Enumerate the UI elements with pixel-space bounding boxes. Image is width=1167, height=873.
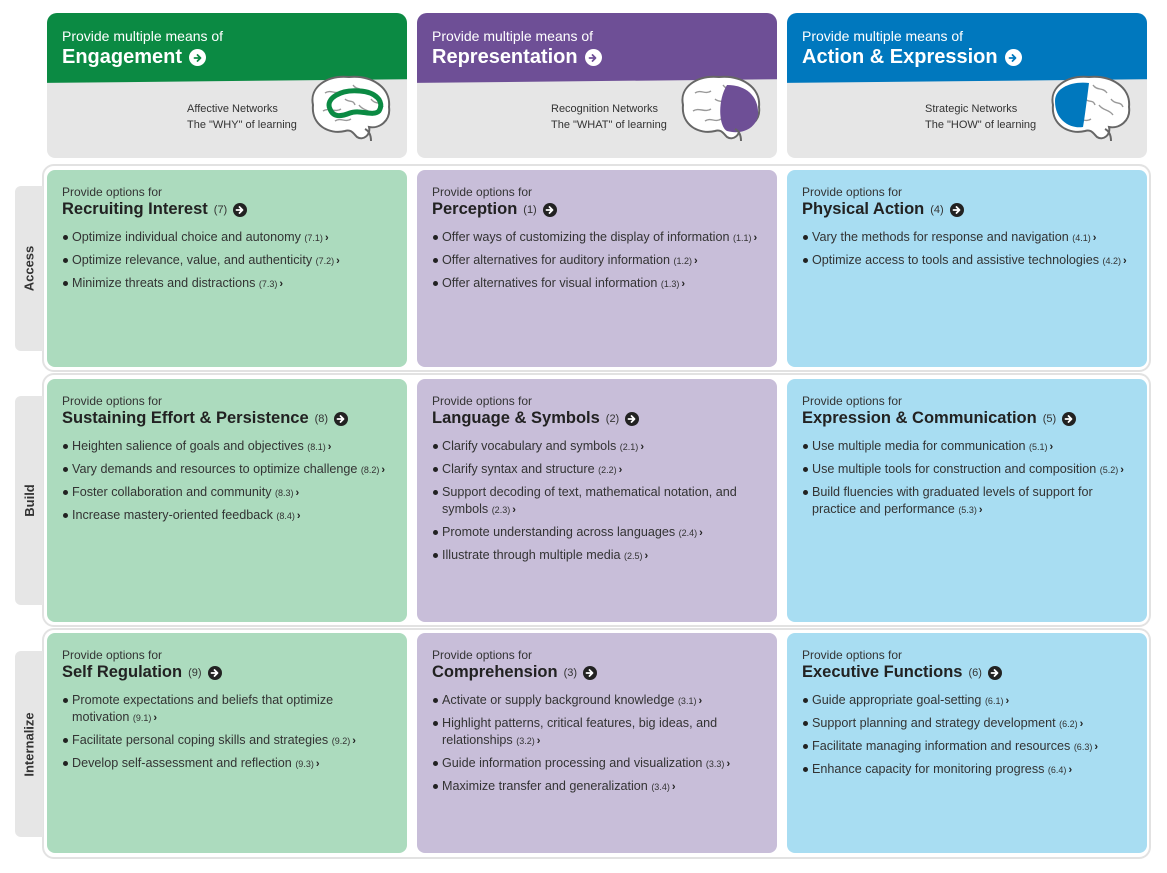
checkpoint-item[interactable] <box>62 692 392 727</box>
checkpoint-list <box>62 438 392 525</box>
checkpoint-text: Promote expectations and beliefs that optimize motivation <box>72 693 334 724</box>
checkpoint-item[interactable] <box>432 692 762 710</box>
guideline-title-link[interactable] <box>802 200 1132 219</box>
card-pre: Provide options for <box>432 394 533 408</box>
network-label <box>551 101 667 133</box>
brain-icon <box>1045 71 1135 148</box>
guideline-card <box>47 170 407 367</box>
checkpoint-ref: (4.1) <box>1072 233 1091 243</box>
guideline-number: (5) <box>1042 412 1057 425</box>
checkpoint-item[interactable] <box>432 229 762 247</box>
checkpoint-item[interactable] <box>432 524 762 542</box>
chevron-right-icon[interactable]: › <box>381 464 386 476</box>
row-label-text: Access <box>21 245 37 292</box>
chevron-right-icon[interactable]: › <box>1005 695 1010 707</box>
network-tagline: The "WHY" of learning <box>187 119 297 131</box>
network-name: Recognition Networks <box>551 103 658 115</box>
checkpoint-text: Clarify syntax and structure <box>442 462 595 476</box>
checkpoint-text: Offer ways of customizing the display of information <box>442 230 730 244</box>
guideline-title: Language & Symbols <box>432 409 600 427</box>
header-title: Action & Expression <box>802 46 998 68</box>
checkpoint-ref: (2.5) <box>624 551 643 561</box>
checkpoint-ref: (9.1) <box>132 713 152 723</box>
guideline-title-link[interactable] <box>432 200 762 219</box>
checkpoint-ref: (6.3) <box>1073 742 1093 752</box>
chevron-right-icon[interactable]: › <box>1094 741 1098 753</box>
chevron-right-icon[interactable]: › <box>698 695 703 707</box>
header-title: Representation <box>432 46 578 68</box>
checkpoint-text: Illustrate through multiple media <box>442 548 621 562</box>
chevron-right-icon[interactable]: › <box>681 278 686 290</box>
chevron-right-icon[interactable]: › <box>699 527 703 539</box>
checkpoint-list <box>62 229 392 293</box>
network-tagline: The "WHAT" of learning <box>551 119 667 131</box>
chevron-right-icon[interactable]: › <box>512 504 516 516</box>
checkpoint-item[interactable] <box>62 755 392 773</box>
checkpoint-ref: (8.1) <box>307 442 326 452</box>
checkpoint-item[interactable] <box>62 461 392 479</box>
chevron-right-icon[interactable]: › <box>324 232 329 244</box>
chevron-right-icon[interactable]: › <box>336 255 340 267</box>
chevron-right-icon[interactable]: › <box>1068 764 1073 776</box>
checkpoint-ref: (8.4) <box>276 511 295 521</box>
checkpoint-ref: (9.3) <box>295 759 314 769</box>
guideline-title-link[interactable] <box>62 409 392 428</box>
card-pre: Provide options for <box>62 648 163 662</box>
checkpoint-item[interactable] <box>802 715 1132 733</box>
column-header-representation <box>417 13 777 158</box>
header-title-link[interactable] <box>432 46 602 69</box>
checkpoint-item[interactable] <box>62 507 392 525</box>
checkpoint-item[interactable] <box>432 484 762 519</box>
column-header-action-expression <box>787 13 1147 158</box>
checkpoint-item[interactable] <box>62 229 392 247</box>
checkpoint-text: Heighten salience of goals and objectives <box>72 439 304 453</box>
checkpoint-ref: (5.2) <box>1099 465 1119 475</box>
checkpoint-list <box>802 692 1132 779</box>
checkpoint-text: Use multiple media for communication <box>812 439 1026 453</box>
card-pre: Provide options for <box>802 394 903 408</box>
guideline-number: (8) <box>314 412 329 425</box>
chevron-right-icon[interactable]: › <box>618 464 623 476</box>
checkpoint-text: Offer alternatives for visual information <box>442 276 658 290</box>
card-pre: Provide options for <box>432 648 533 662</box>
chevron-right-icon[interactable]: › <box>1049 441 1054 453</box>
checkpoint-ref: (6.2) <box>1059 719 1078 729</box>
chevron-right-icon[interactable]: › <box>536 735 541 747</box>
checkpoint-text: Offer alternatives for auditory information <box>442 253 670 267</box>
checkpoint-item[interactable] <box>802 484 1132 519</box>
checkpoint-item[interactable] <box>432 715 762 750</box>
chevron-right-icon[interactable]: › <box>1123 255 1127 267</box>
chevron-right-icon[interactable]: › <box>753 232 758 244</box>
guideline-title-link[interactable] <box>802 663 1132 682</box>
checkpoint-ref: (3.1) <box>677 696 697 706</box>
card-pre: Provide options for <box>432 185 533 199</box>
checkpoint-ref: (7.1) <box>304 233 323 243</box>
header-pre: Provide multiple means of <box>432 28 594 44</box>
checkpoint-text: Guide appropriate goal-setting <box>812 693 982 707</box>
checkpoint-ref: (2.3) <box>491 505 511 515</box>
checkpoint-text: Minimize threats and distractions <box>72 276 256 290</box>
arrow-right-icon[interactable] <box>334 412 348 426</box>
checkpoint-ref: (2.4) <box>678 528 698 538</box>
checkpoint-text: Optimize relevance, value, and authenticity <box>72 253 313 267</box>
checkpoint-ref: (8.2) <box>360 465 380 475</box>
chevron-right-icon[interactable]: › <box>1120 464 1124 476</box>
card-pre: Provide options for <box>62 185 163 199</box>
arrow-right-icon[interactable] <box>189 49 206 66</box>
chevron-right-icon[interactable]: › <box>279 278 284 290</box>
checkpoint-item[interactable] <box>802 229 1132 247</box>
header-title-link[interactable] <box>62 46 206 69</box>
chevron-right-icon[interactable]: › <box>327 441 332 453</box>
checkpoint-ref: (2.2) <box>598 465 617 475</box>
checkpoint-ref: (1.1) <box>732 233 752 243</box>
checkpoint-item[interactable] <box>432 438 762 456</box>
checkpoint-ref: (5.1) <box>1028 442 1048 452</box>
guideline-number: (4) <box>930 203 944 216</box>
checkpoint-text: Activate or supply background knowledge <box>442 693 675 707</box>
row-label-text: Internalize <box>21 711 37 777</box>
checkpoint-ref: (8.3) <box>275 488 294 498</box>
checkpoint-text: Build fluencies with graduated levels of support for practice and performance <box>812 485 1093 516</box>
header-title: Engagement <box>62 46 183 68</box>
checkpoint-item[interactable] <box>432 461 762 479</box>
guideline-title: Self Regulation <box>62 663 183 681</box>
chevron-right-icon[interactable]: › <box>671 781 676 793</box>
guideline-title-link[interactable] <box>62 663 392 682</box>
checkpoint-ref: (7.2) <box>315 256 335 266</box>
network-label <box>925 101 1036 133</box>
guideline-number: (2) <box>605 412 620 425</box>
checkpoint-item[interactable] <box>802 438 1132 456</box>
checkpoint-item[interactable] <box>62 732 392 750</box>
arrow-right-icon[interactable] <box>543 203 557 217</box>
header-pre: Provide multiple means of <box>802 28 964 44</box>
checkpoint-text: Highlight patterns, critical features, big ideas, and relationships <box>442 716 718 747</box>
checkpoint-item[interactable] <box>802 461 1132 479</box>
checkpoint-list <box>802 229 1132 270</box>
chevron-right-icon[interactable]: › <box>295 487 300 499</box>
checkpoint-text: Vary demands and resources to optimize challenge <box>72 462 358 476</box>
checkpoint-ref: (1.2) <box>673 256 692 266</box>
checkpoint-text: Facilitate personal coping skills and strategies <box>72 733 329 747</box>
checkpoint-ref: (3.2) <box>516 736 535 746</box>
arrow-right-icon[interactable] <box>233 203 247 217</box>
chevron-right-icon[interactable]: › <box>315 758 320 770</box>
chevron-right-icon[interactable]: › <box>1092 232 1097 244</box>
chevron-right-icon[interactable]: › <box>640 441 644 453</box>
checkpoint-ref: (3.3) <box>705 759 725 769</box>
checkpoint-item[interactable] <box>432 547 762 565</box>
guideline-title: Comprehension <box>432 663 558 681</box>
guideline-card <box>787 170 1147 367</box>
guideline-title: Sustaining Effort & Persistence <box>62 409 309 427</box>
guideline-card <box>417 170 777 367</box>
column-header-engagement <box>47 13 407 158</box>
guideline-number: (7) <box>213 203 228 216</box>
arrow-right-icon[interactable] <box>625 412 639 426</box>
checkpoint-text: Foster collaboration and community <box>72 485 272 499</box>
guideline-title: Physical Action <box>802 200 925 218</box>
network-tagline: The "HOW" of learning <box>925 119 1037 131</box>
guideline-title-link[interactable] <box>432 409 762 428</box>
arrow-right-icon[interactable] <box>988 666 1002 680</box>
checkpoint-item[interactable] <box>432 755 762 773</box>
chevron-right-icon[interactable]: › <box>726 758 731 770</box>
checkpoint-text: Optimize individual choice and autonomy <box>72 230 301 244</box>
checkpoint-item[interactable] <box>802 252 1132 270</box>
checkpoint-list <box>432 229 762 293</box>
row-label-internalize <box>15 651 43 837</box>
guideline-title-link[interactable] <box>802 409 1132 428</box>
arrow-right-icon[interactable] <box>208 666 222 680</box>
network-name: Strategic Networks <box>925 103 1018 115</box>
guideline-number: (6) <box>968 666 982 679</box>
checkpoint-text: Maximize transfer and generalization <box>442 779 648 793</box>
guideline-card <box>47 633 407 853</box>
guideline-title-link[interactable] <box>432 663 762 682</box>
row-label-access <box>15 186 43 351</box>
brain-icon <box>305 71 395 148</box>
checkpoint-item[interactable] <box>62 438 392 456</box>
arrow-right-icon[interactable] <box>585 49 602 66</box>
chevron-right-icon[interactable]: › <box>1079 718 1084 730</box>
guideline-title-link[interactable] <box>62 200 392 219</box>
checkpoint-text: Enhance capacity for monitoring progress <box>812 762 1045 776</box>
guideline-title: Recruiting Interest <box>62 200 208 218</box>
checkpoint-ref: (3.4) <box>651 782 670 792</box>
checkpoint-list <box>432 692 762 796</box>
checkpoint-text: Increase mastery-oriented feedback <box>72 508 273 522</box>
network-label <box>187 101 297 133</box>
guideline-card <box>417 379 777 622</box>
checkpoint-text: Support planning and strategy development <box>812 716 1056 730</box>
checkpoint-item[interactable] <box>62 484 392 502</box>
checkpoint-item[interactable] <box>432 252 762 270</box>
checkpoint-text: Optimize access to tools and assistive technologies <box>812 253 1099 267</box>
card-pre: Provide options for <box>802 185 903 199</box>
card-pre: Provide options for <box>62 394 163 408</box>
chevron-right-icon[interactable]: › <box>978 504 983 516</box>
checkpoint-list <box>802 438 1132 519</box>
chevron-right-icon[interactable]: › <box>693 255 698 267</box>
row-label-text: Build <box>21 484 37 517</box>
guideline-card <box>47 379 407 622</box>
checkpoint-text: Support decoding of text, mathematical notation, and symbols <box>442 485 737 516</box>
arrow-right-icon[interactable] <box>950 203 964 217</box>
checkpoint-item[interactable] <box>62 275 392 293</box>
brain-icon <box>675 71 765 148</box>
checkpoint-text: Clarify vocabulary and symbols <box>442 439 617 453</box>
checkpoint-ref: (9.2) <box>331 736 351 746</box>
card-pre: Provide options for <box>802 648 903 662</box>
checkpoint-text: Use multiple tools for construction and composition <box>812 462 1097 476</box>
checkpoint-ref: (4.2) <box>1102 256 1122 266</box>
network-name: Affective Networks <box>187 103 278 115</box>
checkpoint-item[interactable] <box>62 252 392 270</box>
guideline-number: (9) <box>188 666 202 679</box>
checkpoint-ref: (5.3) <box>958 505 977 515</box>
chevron-right-icon[interactable]: › <box>352 735 356 747</box>
guideline-number: (1) <box>523 203 537 216</box>
checkpoint-text: Vary the methods for response and navigation <box>812 230 1069 244</box>
guideline-card <box>787 633 1147 853</box>
checkpoint-list <box>432 438 762 565</box>
checkpoint-text: Promote understanding across languages <box>442 525 676 539</box>
arrow-right-icon[interactable] <box>1062 412 1076 426</box>
guideline-title: Perception <box>432 200 518 218</box>
guideline-card <box>787 379 1147 622</box>
checkpoint-text: Guide information processing and visualization <box>442 756 703 770</box>
checkpoint-ref: (2.1) <box>619 442 639 452</box>
header-title-link[interactable] <box>802 46 1022 69</box>
checkpoint-item[interactable] <box>802 692 1132 710</box>
checkpoint-ref: (1.3) <box>660 279 680 289</box>
guideline-title: Executive Functions <box>802 663 963 681</box>
chevron-right-icon[interactable]: › <box>644 550 649 562</box>
guideline-card <box>417 633 777 853</box>
guideline-title: Expression & Communication <box>802 409 1037 427</box>
checkpoint-item[interactable] <box>802 738 1132 756</box>
checkpoint-ref: (6.4) <box>1047 765 1067 775</box>
chevron-right-icon[interactable]: › <box>153 712 158 724</box>
checkpoint-ref: (7.3) <box>258 279 278 289</box>
checkpoint-item[interactable] <box>432 275 762 293</box>
arrow-right-icon[interactable] <box>583 666 597 680</box>
checkpoint-item[interactable] <box>432 778 762 796</box>
checkpoint-ref: (6.1) <box>984 696 1004 706</box>
checkpoint-text: Develop self-assessment and reflection <box>72 756 292 770</box>
row-label-build <box>15 396 43 605</box>
checkpoint-text: Facilitate managing information and resources <box>812 739 1071 753</box>
header-pre: Provide multiple means of <box>62 28 224 44</box>
guideline-number: (3) <box>563 666 578 679</box>
checkpoint-item[interactable] <box>802 761 1132 779</box>
chevron-right-icon[interactable]: › <box>296 510 301 522</box>
arrow-right-icon[interactable] <box>1005 49 1022 66</box>
checkpoint-list <box>62 692 392 773</box>
